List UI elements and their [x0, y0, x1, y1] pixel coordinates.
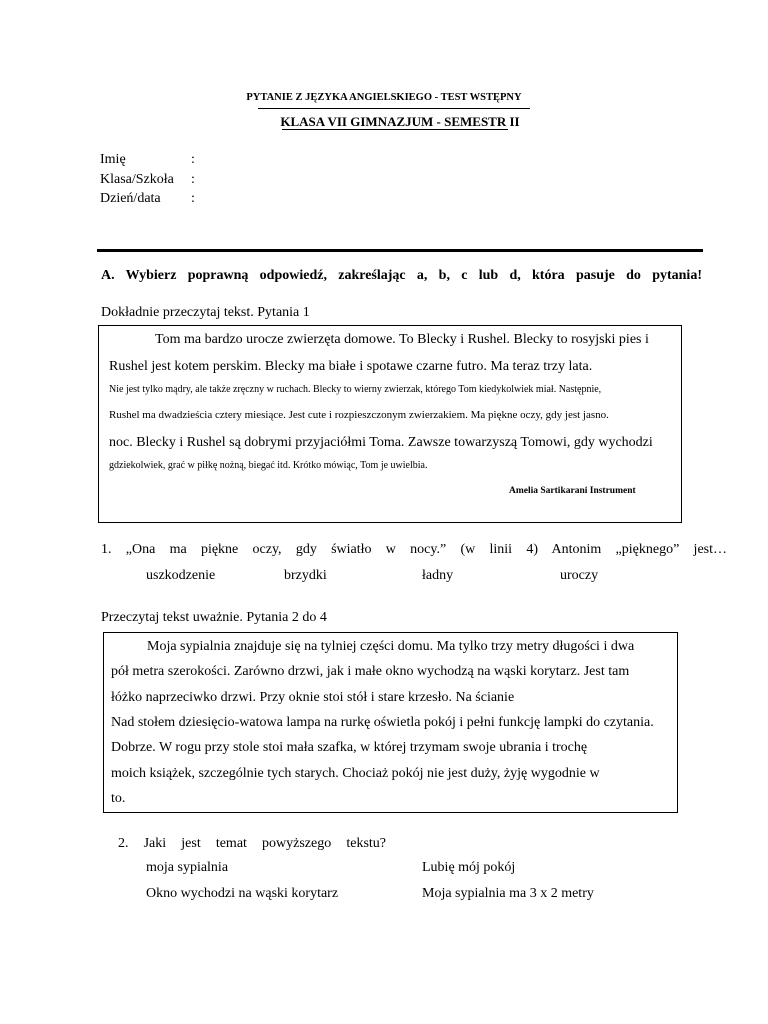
- passage1-line: Rushel ma dwadzieścia cztery miesiące. Jest cute i rozpieszczonym zwierzakiem. Ma piękne oczy, gdy jest jasno.: [109, 409, 609, 421]
- date-label: Dzień/data: [100, 191, 161, 206]
- question1-option-c[interactable]: ładny: [422, 568, 454, 583]
- class-school-field[interactable]: [100, 172, 300, 188]
- name-field[interactable]: [100, 152, 300, 168]
- passage2-line: pół metra szerokości. Zarówno drzwi, jak i małe okno wychodzą na wąski korytarz. Jest tam: [111, 664, 630, 679]
- title-underline: [258, 108, 530, 109]
- passage2-line: to.: [111, 791, 126, 806]
- passage1-line: Tom ma bardzo urocze zwierzęta domowe. To Blecky i Rushel. Blecky to rosyjski pies i: [155, 332, 649, 347]
- passage2-line: moich książek, szczególnie tych starych. Chociaż pokój nie jest duży, żyję wygodnie w: [111, 766, 600, 781]
- question1-option-a[interactable]: uszkodzenie: [146, 568, 216, 583]
- question1-text: 1. „Ona ma piękne oczy, gdy światło w nocy.” (w linii 4) Antonim „pięknego” jest…: [101, 542, 727, 557]
- passage2-line: Nad stołem dziesięcio-watowa lampa na rurkę oświetla pokój i pełni funkcję lampki do czytania.: [111, 715, 654, 730]
- section-a-instruction: A. Wybierz poprawną odpowiedź, zakreślając a, b, c lub d, która pasuje do pytania!: [101, 268, 702, 283]
- class-school-colon: :: [191, 172, 195, 187]
- passage2-line: Dobrze. W rogu przy stole stoi mała szafka, w której trzymam swoje ubrania i trochę: [111, 740, 588, 755]
- test-subtitle: KLASA VII GIMNAZJUM - SEMESTR II: [280, 114, 520, 129]
- passage1-line: Nie jest tylko mądry, ale także zręczny w ruchach. Blecky to wierny zwierzak, którego Tom kiedykolwiek miał. Następnie,: [109, 384, 602, 395]
- passage1-signature: Amelia Sartikarani Instrument: [509, 486, 636, 496]
- passage2-line: łóżko naprzeciwko drzwi. Przy oknie stoi stół i stare krzesło. Na ścianie: [111, 690, 515, 705]
- class-school-label: Klasa/Szkoła: [100, 172, 174, 187]
- question2-option-a[interactable]: moja sypialnia: [146, 860, 229, 875]
- section-divider: [97, 249, 703, 252]
- name-colon: :: [191, 152, 195, 167]
- question2-option-d[interactable]: Moja sypialnia ma 3 x 2 metry: [422, 886, 594, 901]
- question2-option-b[interactable]: Lubię mój pokój: [422, 860, 516, 875]
- question1-option-b[interactable]: brzydki: [284, 568, 327, 583]
- date-field[interactable]: [100, 191, 300, 207]
- passage2-intro: Przeczytaj tekst uważnie. Pytania 2 do 4: [101, 610, 327, 625]
- passage1-intro: Dokładnie przeczytaj tekst. Pytania 1: [101, 305, 310, 320]
- date-colon: :: [191, 191, 195, 206]
- question2-option-c[interactable]: Okno wychodzi na wąski korytarz: [146, 886, 339, 901]
- passage2-line: Moja sypialnia znajduje się na tylniej części domu. Ma tylko trzy metry długości i dwa: [147, 639, 635, 654]
- passage1-line: gdziekolwiek, grać w piłkę nożną, biegać itd. Krótko mówiąc, Tom je uwielbia.: [109, 460, 428, 471]
- subtitle-underline: [282, 129, 508, 130]
- passage1-line: Rushel jest kotem perskim. Blecky ma białe i spotawe czarne futro. Ma teraz trzy lata.: [109, 359, 593, 374]
- passage1-line: noc. Blecky i Rushel są dobrymi przyjaciółmi Toma. Zawsze towarzyszą Tomowi, gdy wychodzi: [109, 435, 653, 450]
- question1-option-d[interactable]: uroczy: [560, 568, 599, 583]
- name-label: Imię: [100, 152, 126, 167]
- question2-text: 2. Jaki jest temat powyższego tekstu?: [118, 836, 386, 851]
- test-title: PYTANIE Z JĘZYKA ANGIELSKIEGO - TEST WSTĘPNY: [246, 92, 522, 103]
